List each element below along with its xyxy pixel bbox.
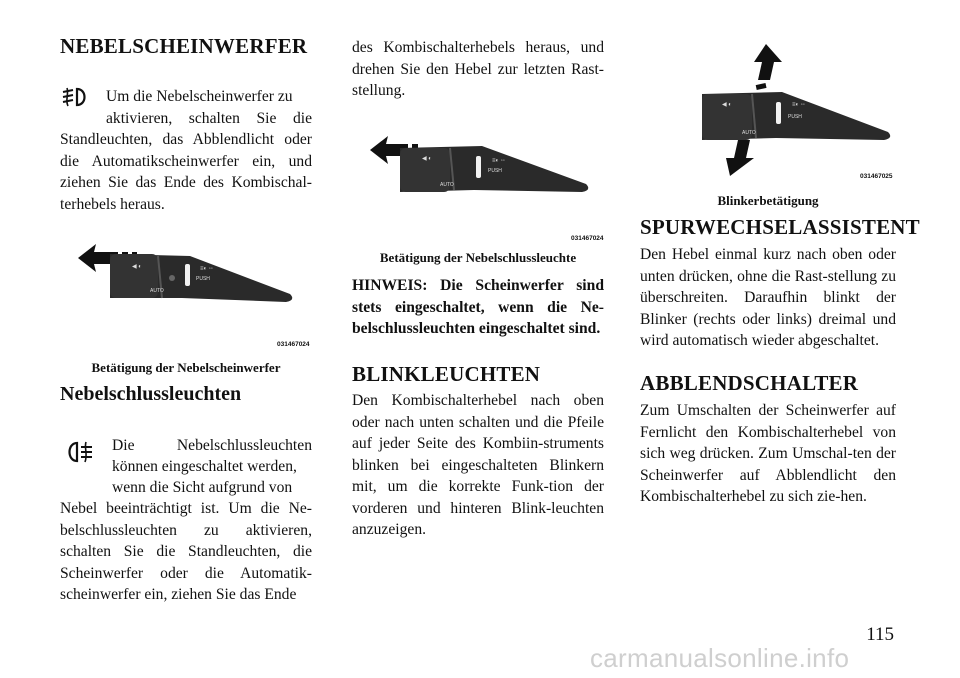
heading-nebelscheinwerfer: NEBELSCHEINWERFER (60, 34, 308, 58)
watermark: carmanualsonline.info (590, 643, 850, 673)
abblendschalter-text: Zum Umschalten der Scheinwerfer auf Fernlicht den Kombischalterhebel von sich weg drücken. Zum Umschal-ten der Scheinwerfer auf Abblendlicht den Kombischalterhebel zu sich zie-hen. (640, 402, 896, 505)
rear-fog-text-body: Nebel beeinträchtigt ist. Um die Ne-belschlussleuchten zu aktivieren, schalten Sie die Standleuchten, die Scheinwerfer oder die Automatik-scheinwerfer ein, ziehen Sie das Ende (60, 500, 312, 603)
fog-front-text-line2: aktivieren, schalten Sie die (106, 110, 312, 127)
subheading-nebelschlussleuchten: Nebelschlussleuchten (60, 383, 242, 405)
front-fog-light-icon (60, 86, 92, 108)
blinkleuchten-text: Den Kombischalterhebel nach oben oder nach unten schalten und die Pfeile auf jeder Seite des Kombiin-struments blinken bei eingeschalteten Blinkern mit, um die korrekte Funk-tion der vorderen und hinteren Blink-leuchten anzuzeigen. (352, 392, 604, 538)
figure-fog-rear-lever (364, 128, 604, 228)
heading-abblendschalter: ABBLENDSCHALTER (640, 371, 859, 395)
hinweis-note: HINWEIS: Die Scheinwerfer sind stets eingeschaltet, wenn die Ne-belschlussleuchten eingeschaltet sind. (352, 277, 604, 337)
svg-text:PUSH: PUSH (488, 168, 502, 174)
svg-text:PUSH: PUSH (788, 114, 802, 120)
svg-text:◀ ◐: ◀ ◐ (722, 102, 732, 108)
svg-text:AUTO: AUTO (150, 288, 164, 294)
figure1-caption: Betätigung der Nebelscheinwerfer (91, 360, 281, 375)
svg-text:≡◐ ◦◦: ≡◐ ◦◦ (792, 102, 806, 108)
figure2-caption: Betätigung der Nebelschlussleuchte (379, 250, 577, 265)
svg-text:◀ ◐: ◀ ◐ (422, 156, 432, 162)
svg-text:PUSH: PUSH (196, 276, 210, 282)
rear-fog-light-icon (64, 440, 94, 464)
heading-spurwechselassistent: SPURWECHSELASSISTENT (640, 215, 920, 239)
svg-text:≡◐ ◦◦: ≡◐ ◦◦ (200, 266, 214, 272)
svg-text:≡◐ ◦◦: ≡◐ ◦◦ (492, 158, 506, 164)
svg-text:AUTO: AUTO (440, 182, 454, 188)
figure2-number: 031467024 (571, 235, 604, 242)
heading-blinkleuchten: BLINKLEUCHTEN (352, 362, 541, 386)
page-number: 115 (866, 624, 894, 645)
rear-fog-text-line1: Die Nebelschlussleuchten (112, 437, 312, 454)
figure1-number: 031467024 (277, 341, 310, 348)
figure-fog-front-lever (70, 236, 310, 336)
spurwechselassistent-text: Den Hebel einmal kurz nach oben oder unten drücken, ohne die Rast-stellung zu überschreiten. Daraufhin blinkt der Blinker (rechts oder links) dreimal und wird automatisch wieder abgeschaltet. (640, 246, 896, 349)
figure-turn-signal-lever (666, 40, 906, 180)
fog-front-text-body: Standleuchten, das Abblendlicht oder die Automatikscheinwerfer ein, und ziehen Sie das Ende des Kombischal-terhebels heraus. (60, 131, 312, 213)
svg-text:◀ ◐: ◀ ◐ (132, 264, 142, 270)
rear-fog-text-line3: wenn die Sicht aufgrund von (112, 479, 293, 496)
figure3-number: 031467025 (860, 173, 893, 180)
col2-continuation-text: des Kombischalterhebels heraus, und drehen Sie den Hebel zur letzten Rast-stellung. (352, 39, 604, 99)
rear-fog-text-line2: können eingeschaltet werden, (112, 458, 297, 475)
fog-front-text-line1: Um die Nebelscheinwerfer zu (106, 88, 293, 105)
svg-text:AUTO: AUTO (742, 130, 756, 136)
figure3-caption: Blinkerbetätigung (717, 193, 819, 208)
